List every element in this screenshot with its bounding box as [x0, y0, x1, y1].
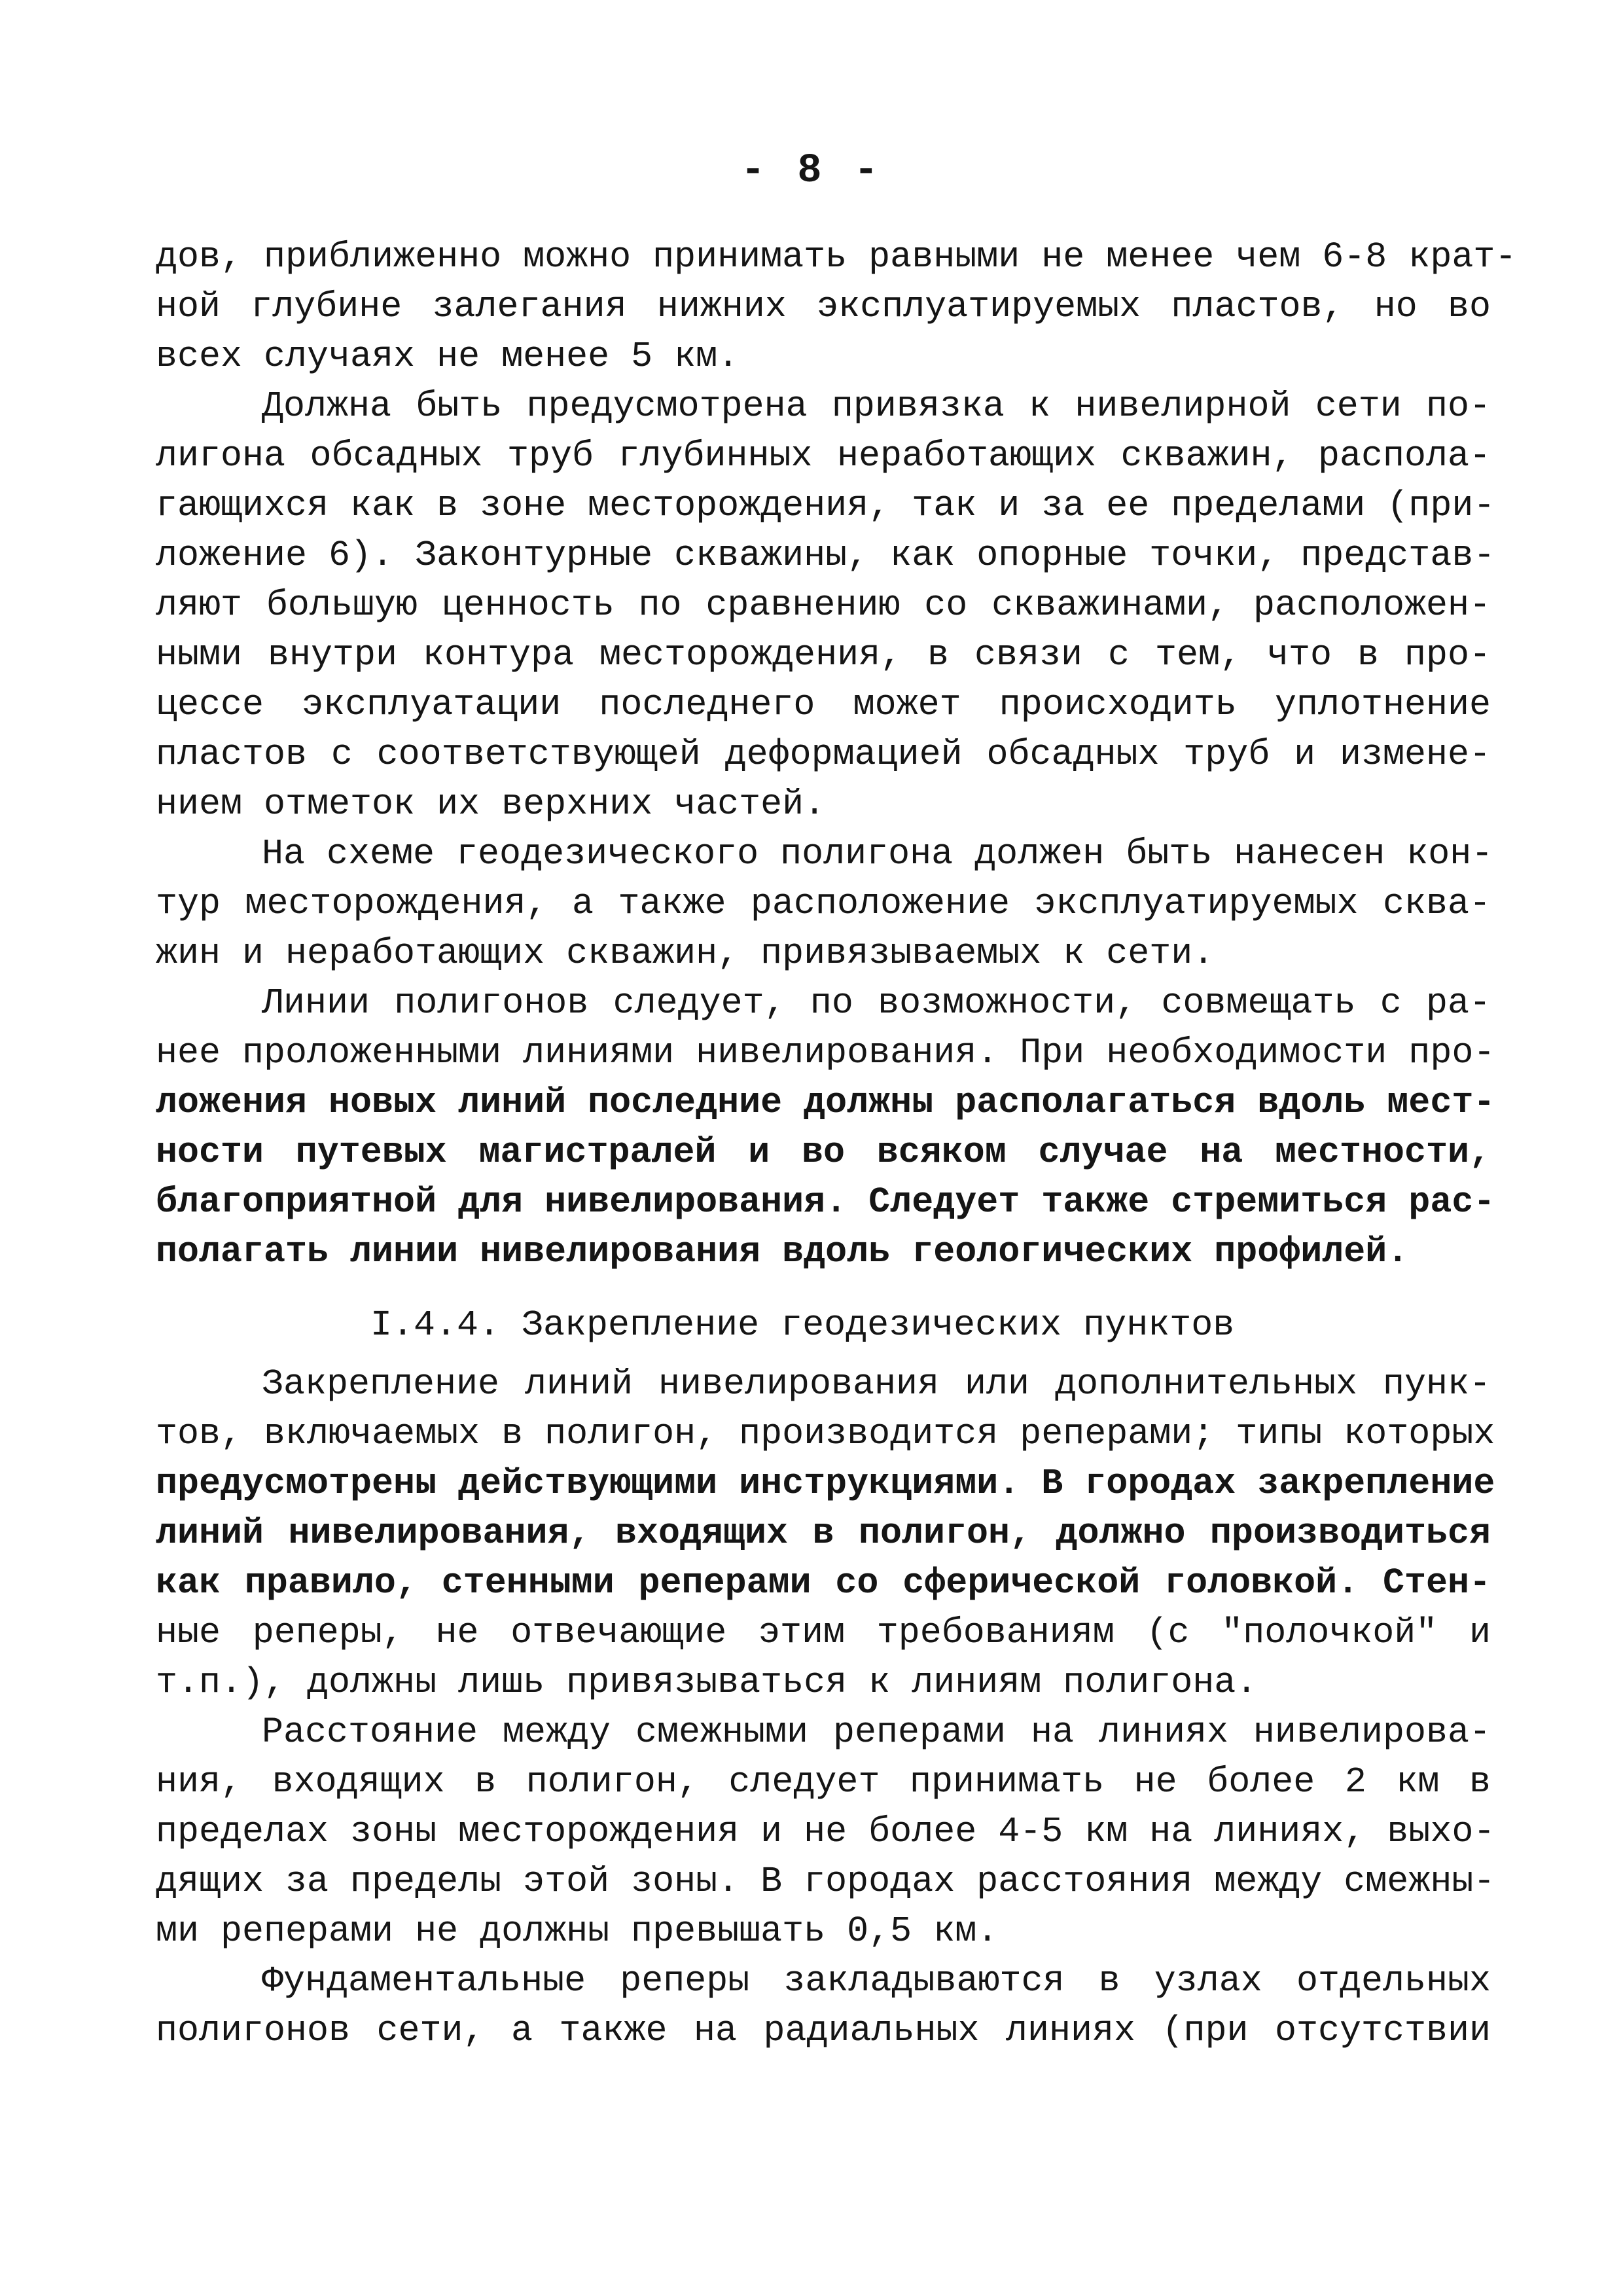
text-line: ности путевых магистралей и во всяком случае на местности,: [156, 1132, 1491, 1173]
text-line: благоприятной для нивелирования. Следует также стремиться рас-: [156, 1181, 1495, 1223]
text-line: ния, входящих в полигон, следует принимать не более 2 км в: [156, 1761, 1491, 1803]
text-line: тов, включаемых в полигон, производится реперами; типы которых: [156, 1413, 1495, 1454]
paragraph: [156, 1359, 1495, 1708]
text-line: пластов с соответствующей деформацией обсадных труб и измене-: [156, 734, 1491, 775]
text-line: Линии полигонов следует, по возможности, совмещать с ра-: [262, 982, 1491, 1024]
paragraph: [156, 978, 1495, 1277]
text-line: пределах зоны месторождения и не более 4-5 км на линиях, выхо-: [156, 1811, 1495, 1852]
text-line: т.п.), должны лишь привязываться к линиям полигона.: [156, 1662, 1258, 1703]
text-line: ляют большую ценность по сравнению со скважинами, расположен-: [156, 584, 1491, 626]
text-line: ложения новых линий последние должны располагаться вдоль мест-: [156, 1082, 1495, 1123]
text-line: жин и неработающих скважин, привязываемых к сети.: [156, 933, 1215, 974]
text-line: ные реперы, не отвечающие этим требованиям (с "полочкой" и: [156, 1612, 1491, 1653]
paragraph: [156, 1956, 1491, 2056]
text-line: Расстояние между смежными реперами на линиях нивелирова-: [262, 1712, 1491, 1753]
page-number: - 8 -: [740, 147, 883, 194]
text-line: дящих за пределы этой зоны. В городах расстояния между смежны-: [156, 1861, 1495, 1902]
text-line: ложение 6). Законтурные скважины, как опорные точки, представ-: [156, 535, 1495, 576]
text-line: нием отметок их верхних частей.: [156, 783, 826, 825]
document-body: [156, 232, 1517, 2056]
section-heading: I.4.4. Закрепление геодезических пунктов: [370, 1304, 1235, 1346]
spacer: [156, 1350, 1491, 1359]
text-line: цессе эксплуатации последнего может происходить уплотнение: [156, 684, 1491, 725]
text-line: как правило, стенными реперами со сферической головкой. Стен-: [156, 1562, 1491, 1604]
text-line: На схеме геодезического полигона должен быть нанесен кон-: [262, 833, 1493, 874]
text-line: лигона обсадных труб глубинных неработающих скважин, распола-: [156, 435, 1491, 476]
paragraph: [156, 829, 1491, 978]
text-line: полагать линии нивелирования вдоль геологических профилей.: [156, 1231, 1409, 1272]
text-line: ми реперами не должны превышать 0,5 км.: [156, 1910, 999, 1952]
text-line: дов, приближенно можно принимать равными не менее чем 6-8 крат-: [156, 236, 1517, 278]
paragraph: [156, 1708, 1495, 1956]
text-line: ными внутри контура месторождения, в связи с тем, что в про-: [156, 634, 1491, 675]
text-line: нее проложенными линиями нивелирования. При необходимости про-: [156, 1032, 1495, 1073]
paragraph: [156, 382, 1495, 829]
text-line: всех случаях не менее 5 км.: [156, 336, 740, 377]
text-line: гающихся как в зоне месторождения, так и за ее пределами (при-: [156, 485, 1495, 526]
text-line: ной глубине залегания нижних эксплуатируемых пластов, но во: [156, 286, 1491, 327]
paragraph: [156, 232, 1517, 382]
text-line: полигонов сети, а также на радиальных линиях (при отсутствии: [156, 2010, 1491, 2051]
text-line: Фундаментальные реперы закладываются в узлах отдельных: [262, 1960, 1491, 2001]
text-line: предусмотрены действующими инструкциями. В городах закрепление: [156, 1463, 1495, 1504]
text-line: Закрепление линий нивелирования или дополнительных пунк-: [262, 1363, 1491, 1405]
text-line: линий нивелирования, входящих в полигон, должно производиться: [156, 1513, 1491, 1554]
text-line: тур месторождения, а также расположение эксплуатируемых сква-: [156, 883, 1491, 924]
spacer: [156, 1277, 1491, 1300]
text-line: Должна быть предусмотрена привязка к нивелирной сети по-: [262, 386, 1491, 427]
